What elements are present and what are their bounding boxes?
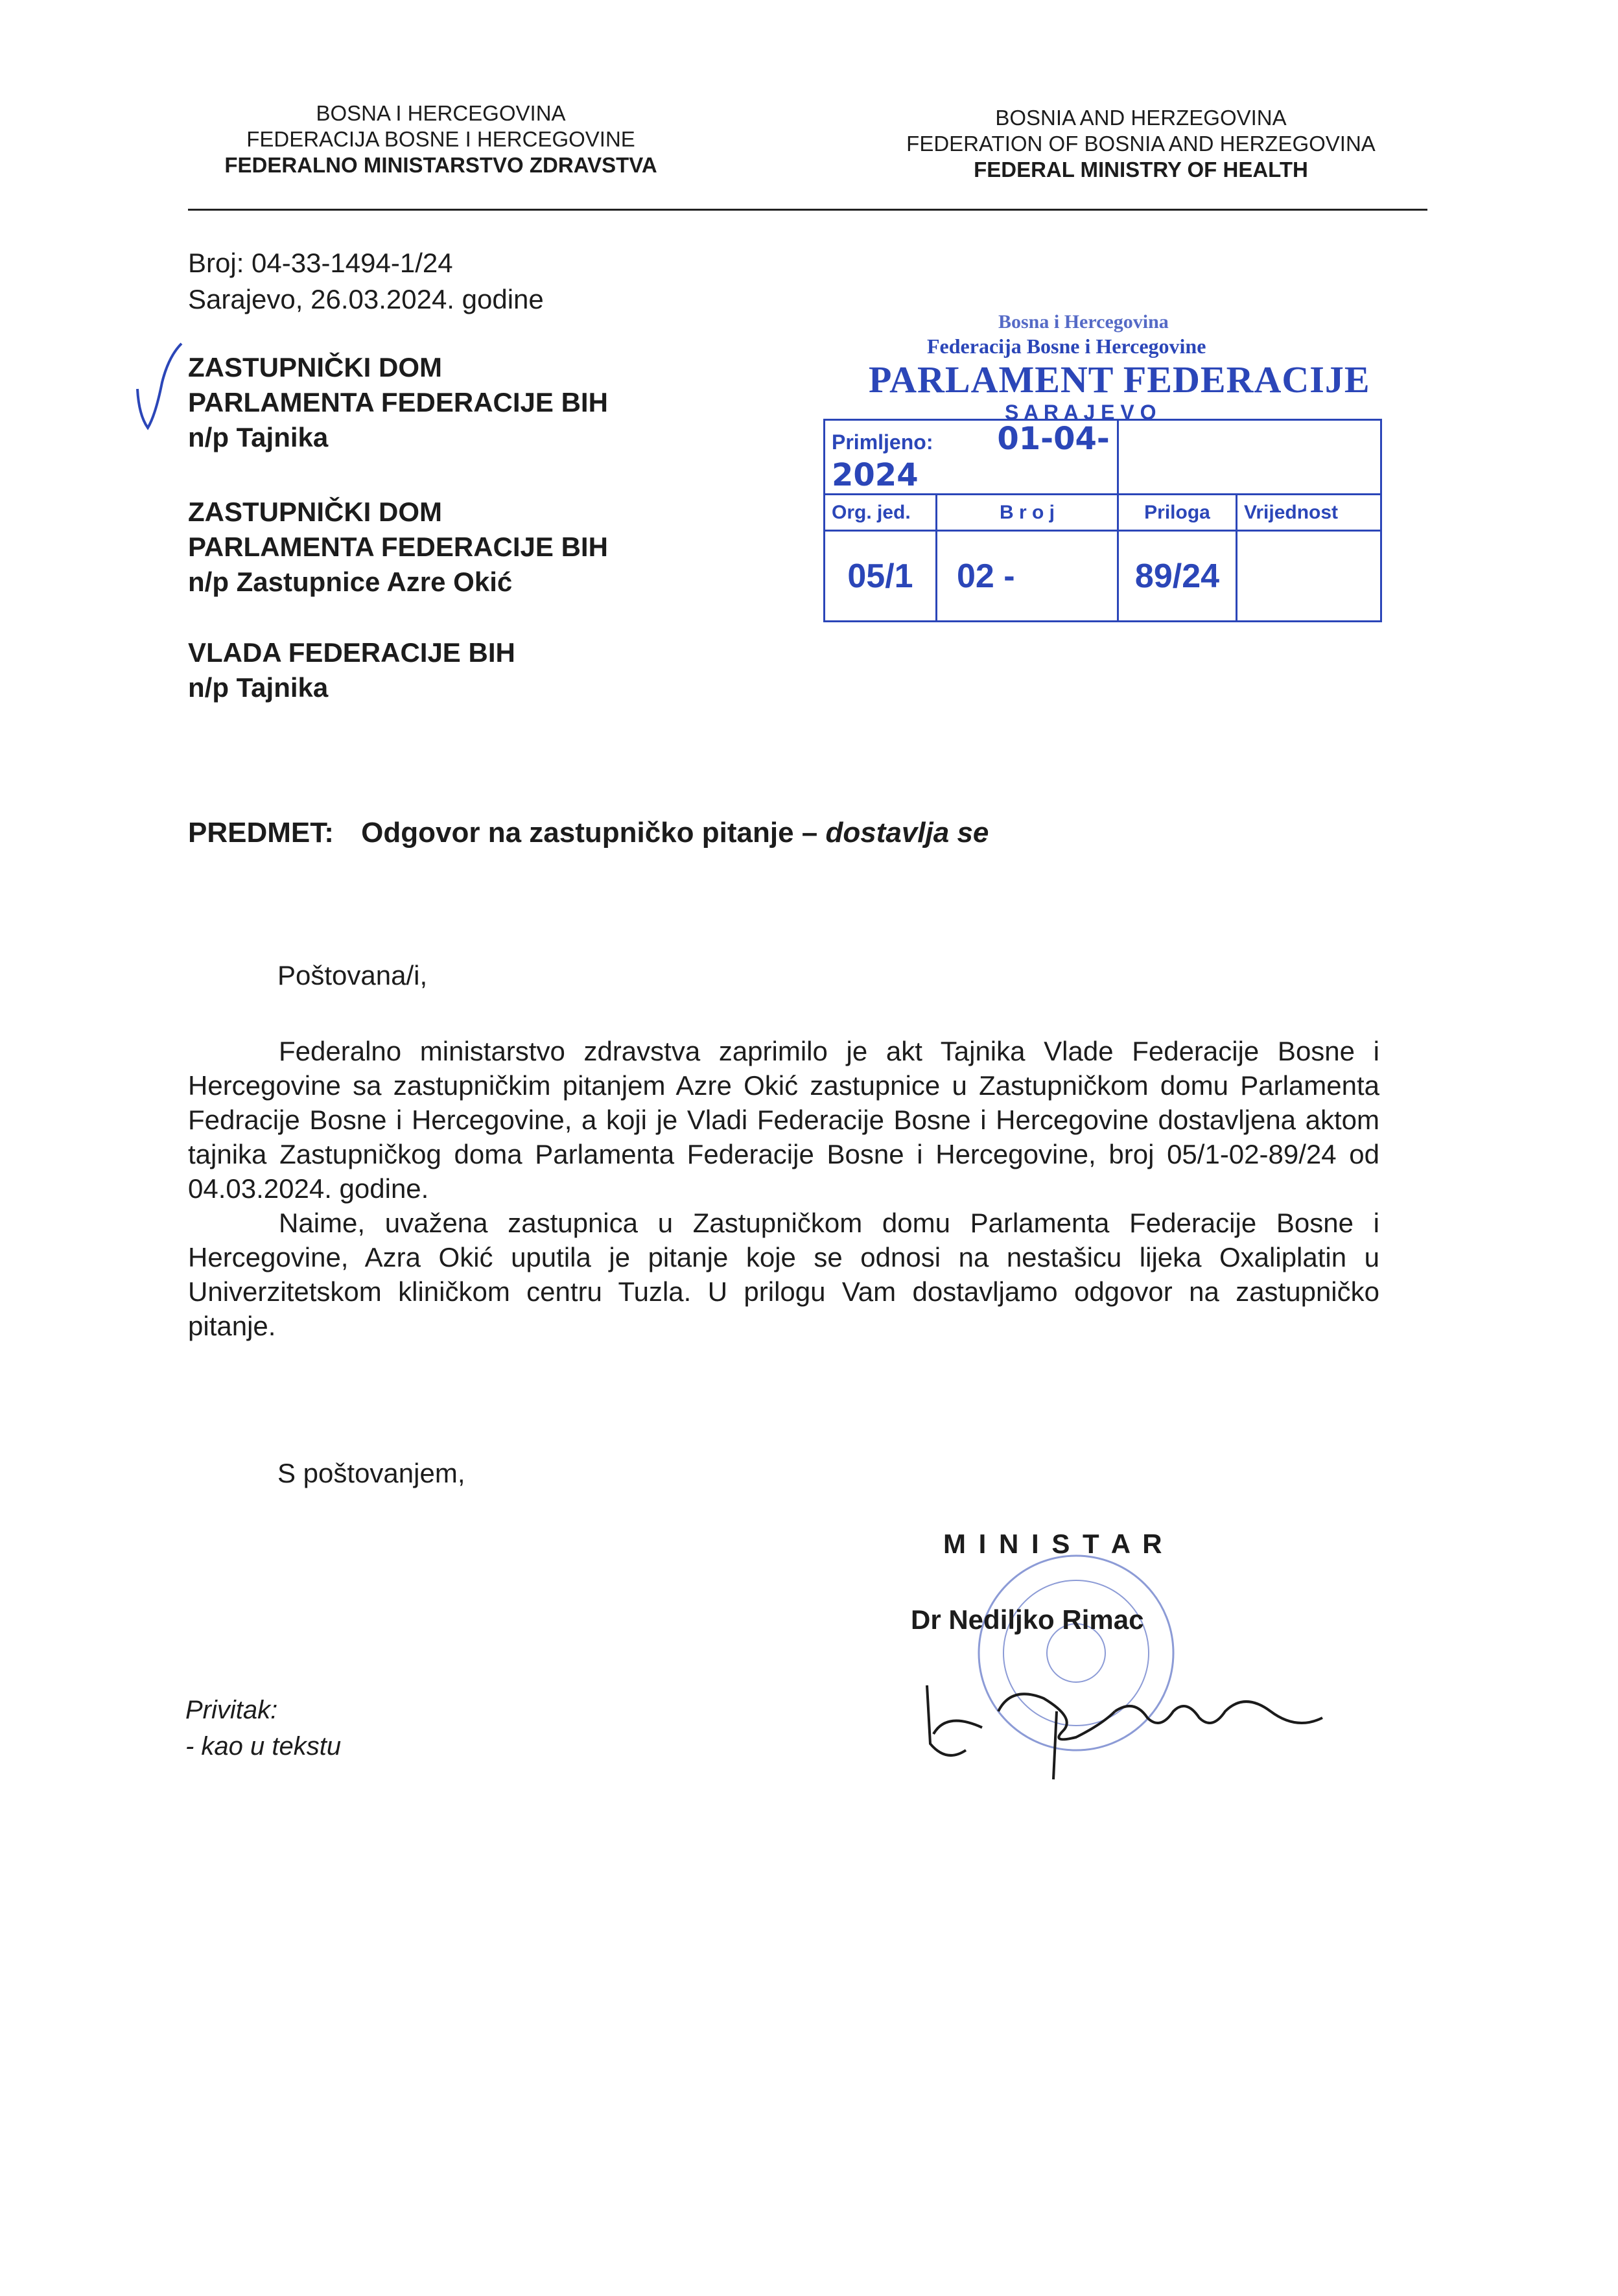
subject-text: Odgovor na zastupničko pitanje – [361, 817, 818, 849]
stamp-col-priloga: Priloga [1118, 495, 1237, 531]
header-left [194, 100, 687, 178]
stamp-line-2: Federacija Bosne i Hercegovine [927, 334, 1206, 358]
recipient-1-line-2: PARLAMENTA FEDERACIJE BIH [188, 387, 608, 417]
subject-italic: dostavlja se [825, 817, 989, 849]
stamp-received-cell [825, 420, 1118, 495]
header-divider [188, 209, 1427, 211]
handwritten-signature [920, 1672, 1361, 1783]
stamp-col-vrijednost: Vrijednost [1237, 495, 1381, 531]
subject-label: PREDMET: [188, 817, 334, 849]
header-right-country: BOSNIA AND HERZEGOVINA [995, 106, 1287, 130]
stamp-col-broj: B r o j [937, 495, 1118, 531]
stamp-received-label: Primljeno: [832, 430, 933, 454]
reception-stamp [823, 311, 1381, 609]
header-left-ministry: FEDERALNO MINISTARSTVO ZDRAVSTVA [224, 153, 657, 177]
recipient-3-line-1: VLADA FEDERACIJE BIH [188, 637, 515, 668]
subject-line [188, 817, 989, 849]
signature-title: M I N I S T A R [943, 1529, 1165, 1559]
recipient-2-line-3: n/p Zastupnice Azre Okić [188, 567, 513, 597]
stamp-val-vrijednost [1237, 531, 1381, 622]
closing: S poštovanjem, [277, 1458, 465, 1488]
paragraph-1: Federalno ministarstvo zdravstva zaprimilo je akt Tajnika Vlade Federacije Bosne i Hercegovine sa zastupničkim pitanjem Azre Okić zastupnice u Zastupničkom domu Parlamenta Fedracije Bosne i Hercegovine, a koji je Vladi Federacije Bosne i Hercegovine dostavljena aktom tajnika Zastupničkog doma Parlamenta Federacije Bosne i Hercegovine, broj 05/1-02-89/24 od 04.03.2024. godine. [188, 1036, 1379, 1204]
attachment-item: - kao u tekstu [185, 1732, 342, 1761]
doc-meta [188, 245, 544, 318]
recipient-3-line-2: n/p Tajnika [188, 672, 329, 703]
signature-name: Dr Nediljko Rimac [911, 1604, 1144, 1635]
stamp-received-date: 01-04-2024 [832, 421, 1110, 493]
recipient-1-line-3: n/p Tajnika [188, 422, 329, 452]
check-mark-icon [130, 337, 194, 454]
stamp-line-4: S A R A J E V O [1005, 401, 1156, 424]
greeting: Poštovana/i, [277, 960, 428, 990]
header-left-country: BOSNA I HERCEGOVINA [316, 101, 566, 125]
letter-body [188, 1034, 1379, 1343]
header-right-ministry: FEDERAL MINISTRY OF HEALTH [974, 158, 1308, 182]
stamp-val-priloga: 89/24 [1118, 531, 1237, 622]
doc-number: Broj: 04-33-1494-1/24 [188, 248, 453, 278]
header-right-entity: FEDERATION OF BOSNIA AND HERZEGOVINA [906, 132, 1376, 156]
recipient-1 [188, 350, 608, 455]
attachment-label: Privitak: [185, 1696, 278, 1724]
recipient-1-line-1: ZASTUPNIČKI DOM [188, 352, 442, 382]
stamp-col-org: Org. jed. [825, 495, 937, 531]
header-left-entity: FEDERACIJA BOSNE I HERCEGOVINE [246, 127, 635, 151]
attachment [185, 1692, 341, 1764]
recipient-2-line-2: PARLAMENTA FEDERACIJE BIH [188, 532, 608, 562]
recipient-2 [188, 495, 608, 600]
stamp-line-1: Bosna i Hercegovina [998, 311, 1169, 333]
stamp-val-broj: 02 - [937, 531, 1118, 622]
stamp-table [823, 419, 1382, 622]
paragraph-2: Naime, uvažena zastupnica u Zastupničkom domu Parlamenta Federacije Bosne i Hercegovine, Azra Okić uputila je pitanje koje se odnosi na nestašicu lijeka Oxaliplatin u Univerzitetskom kliničkom centru Tuzla. U prilogu Vam dostavljamo odgovor na zastupničko pitanje. [188, 1208, 1379, 1341]
header-right [869, 105, 1413, 183]
doc-place-date: Sarajevo, 26.03.2024. godine [188, 284, 544, 314]
stamp-line-3: PARLAMENT FEDERACIJE [869, 358, 1370, 401]
recipient-3 [188, 635, 515, 705]
recipient-2-line-1: ZASTUPNIČKI DOM [188, 497, 442, 527]
stamp-received-cell-empty [1118, 420, 1381, 495]
stamp-val-org: 05/1 [825, 531, 937, 622]
